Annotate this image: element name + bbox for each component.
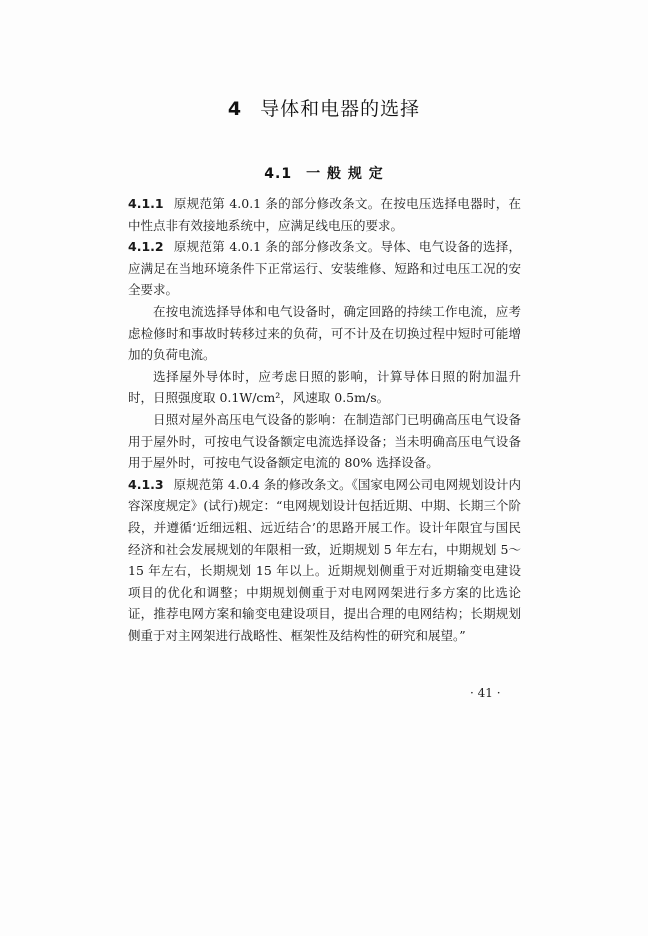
clause-number: 4.1.3: [128, 476, 164, 492]
section-number: 4.1: [264, 166, 293, 182]
clause-4-1-2: [128, 236, 521, 301]
paragraph: 选择屋外导体时，应考虑日照的影响，计算导体日照的附加温升时，日照强度取 0.1W/cm²，风速取 0.5m/s。: [128, 368, 521, 406]
paragraph: 日照对屋外高压电气设备的影响：在制造部门已明确高压电气设备用于屋外时，可按电气设备额定电流选择设备；当未明确高压电气设备用于屋外时，可按电气设备额定电流的 80% 选择设备。: [128, 411, 521, 471]
clause-number: 4.1.2: [128, 239, 164, 255]
clause-4-1-1: [128, 193, 521, 236]
clause-text: 原规范第 4.0.4 条的修改条文。《国家电网公司电网规划设计内容深度规定》(试行)规定：“电网规划设计包括近期、中期、长期三个阶段，并遵循‘近细远粗、远近结合’的思路开展工作。设计年限宜与国民经济和社会发展规划的年限相一致，近期规划 5 年左右，中期规划 5～15 年左右，长期规划 15 年以上。近期规划侧重于对近期输变电建设项目的优化和调整；中期规划侧重于对电网网架进行多方案的比选论证，推荐电网方案和输变电建设项目，提出合理的电网结构；长期规划侧重于对主网架进行战略性、框架性及结构性的研究和展望。”: [128, 476, 521, 643]
section-title-text: 一 般 规 定: [306, 166, 384, 182]
chapter-number: 4: [227, 98, 243, 120]
clause-text: 原规范第 4.0.1 条的部分修改条文。在按电压选择电器时，在中性点非有效接地系统中，应满足线电压的要求。: [128, 196, 521, 233]
clause-text: 原规范第 4.0.1 条的部分修改条文。导体、电气设备的选择，应满足在当地环境条件下正常运行、安装维修、短路和过电压工况的安全要求。: [128, 239, 521, 298]
page-number: · 41 ·: [470, 686, 501, 700]
paragraph: 在按电流选择导体和电气设备时，确定回路的持续工作电流，应考虑检修时和事故时转移过来的负荷，可不计及在切换过程中短时可能增加的负荷电流。: [128, 303, 521, 363]
clause-4-1-3: [128, 474, 521, 647]
section-title: [0, 163, 648, 183]
body-text: [128, 193, 521, 646]
clause-number: 4.1.1: [128, 196, 164, 211]
chapter-title-text: 导体和电器的选择: [260, 98, 421, 120]
chapter-title: [0, 94, 648, 121]
